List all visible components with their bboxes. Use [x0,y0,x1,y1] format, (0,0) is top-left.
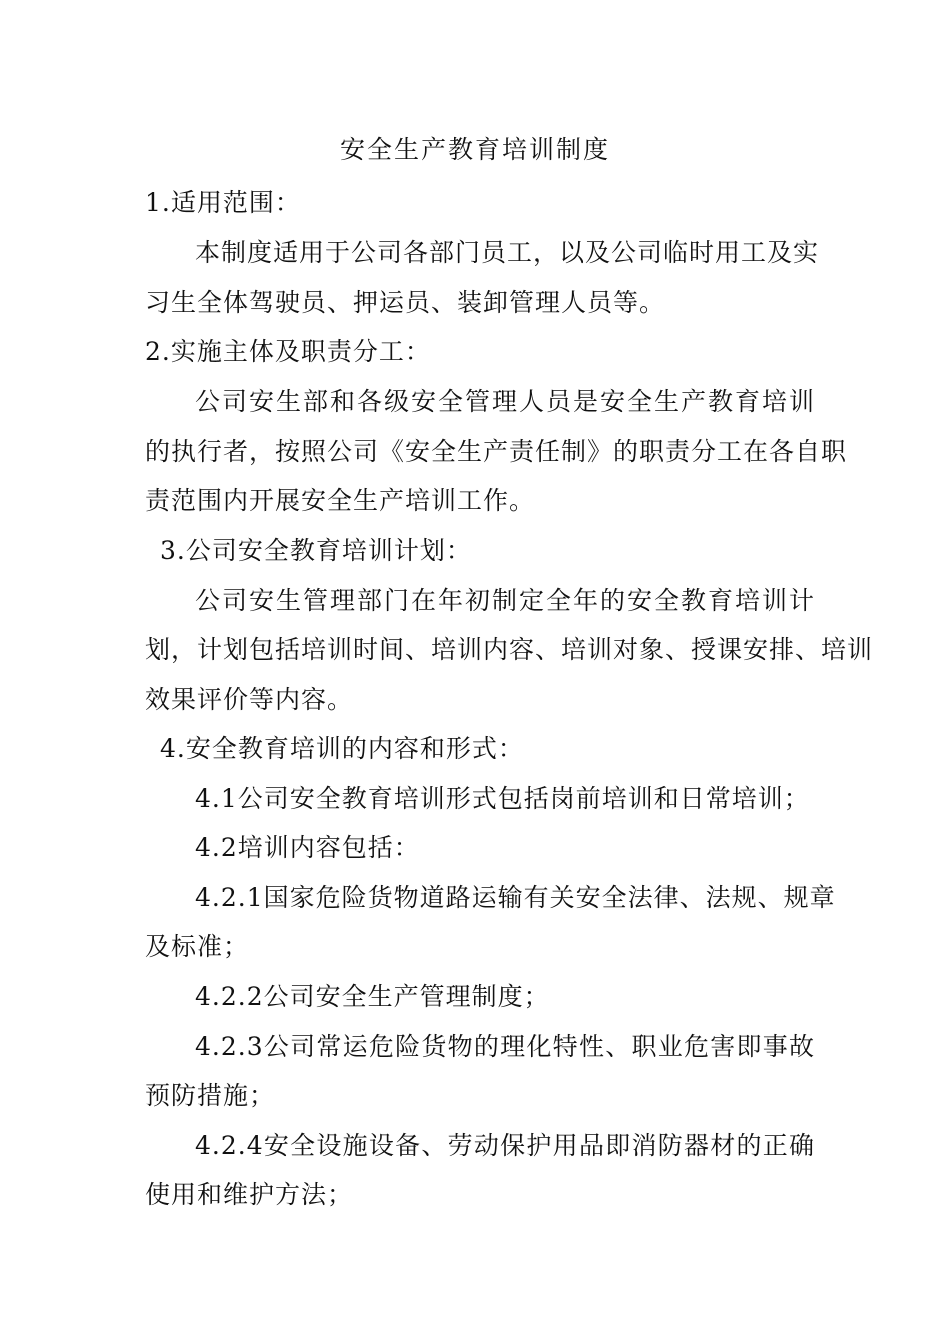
clause-4-2-2: 4.2.2公司安全生产管理制度； [195,982,550,1011]
section-2-paragraph-line: 的执行者，按照公司《安全生产责任制》的职责分工在各自职 [145,437,848,466]
section-2-paragraph-line: 公司安生部和各级安全管理人员是安全生产教育培训 [195,387,815,416]
clause-4-2: 4.2培训内容包括： [195,833,420,862]
document-title: 安全生产教育培训制度 [339,135,610,164]
clause-4-2-4: 4.2.4安全设施设备、劳动保护用品即消防器材的正确 [195,1131,815,1160]
section-3-paragraph-line: 效果评价等内容。 [145,685,354,714]
section-2-heading: 2.实施主体及职责分工： [145,337,431,366]
section-2-paragraph-line: 责范围内开展安全生产培训工作。 [145,486,536,515]
section-1-paragraph-line: 习生全体驾驶员、押运员、装卸管理人员等。 [145,288,666,317]
section-3-heading: 3.公司安全教育培训计划： [160,536,472,565]
section-3-paragraph-line: 公司安生管理部门在年初制定全年的安全教育培训计 [195,586,815,615]
clause-4-1: 4.1公司安全教育培训形式包括岗前培训和日常培训； [195,784,810,813]
section-1-paragraph-line: 本制度适用于公司各部门员工，以及公司临时用工及实 [195,238,820,267]
clause-4-2-3-continued: 预防措施； [145,1081,276,1110]
clause-4-2-3: 4.2.3公司常运危险货物的理化特性、职业危害即事故 [195,1032,815,1061]
clause-4-2-1-continued: 及标准； [145,932,250,961]
section-1-heading: 1.适用范围： [145,188,301,217]
clause-4-2-4-continued: 使用和维护方法； [145,1180,354,1209]
section-3-paragraph-line: 划，计划包括培训时间、培训内容、培训对象、授课安排、培训 [145,635,874,664]
section-4-heading: 4.安全教育培训的内容和形式： [160,734,524,763]
clause-4-2-1: 4.2.1国家危险货物道路运输有关安全法律、法规、规章 [195,883,836,912]
